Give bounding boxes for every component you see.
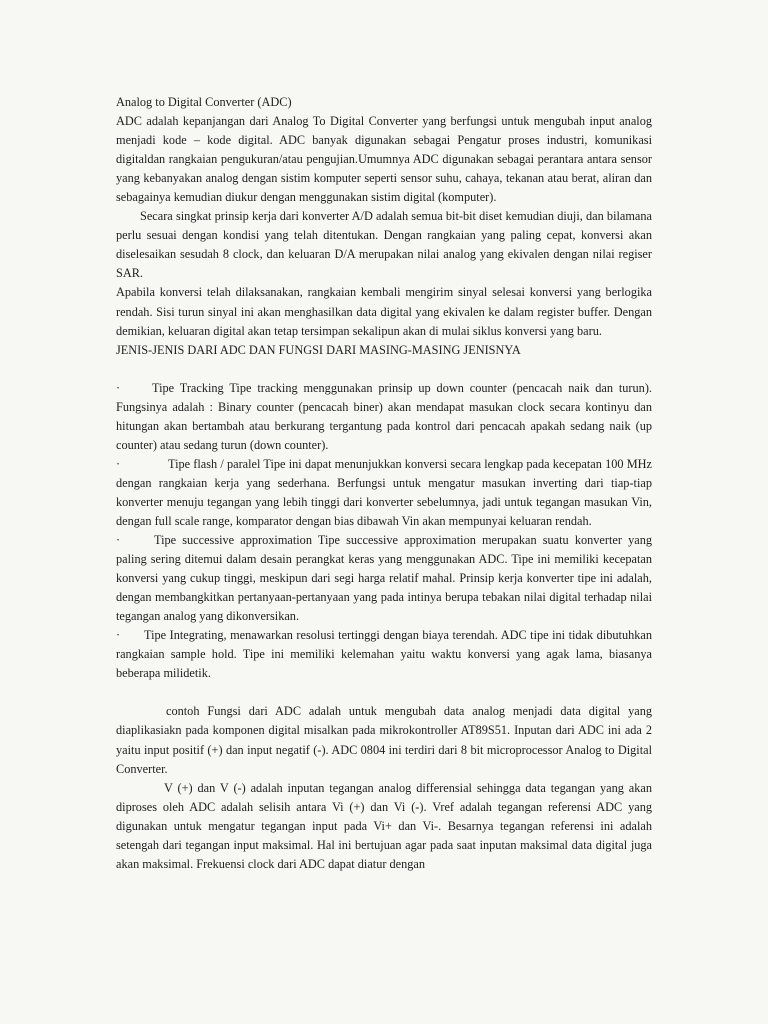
types-heading: JENIS-JENIS DARI ADC DAN FUNGSI DARI MASING-MASING JENISNYA <box>116 342 521 357</box>
bullet-tracking <box>116 379 652 455</box>
paragraph-intro: ADC adalah kepanjangan dari Analog To Digital Converter yang berfungsi untuk mengubah input analog menjadi kode – kode digital. ADC banyak digunakan sebagai Pengatur proses industri, komunikasi digitaldan rangkaian pengukuran/atau pengujian.Umumnya ADC digunakan sebagai perantara antara sensor yang kebanyakan analog dengan sistim komputer seperti sensor suhu, cahaya, tekanan atau berat, aliran dan sebagainya kemudian diukur dengan menggunakan sistim digital (komputer). <box>116 114 652 205</box>
bullet-text: Tipe successive approximation Tipe successive approximation merupakan suatu konverter yang paling sering ditemui dalam desain perangkat keras yang menggunakan ADC. Tipe ini memiliki kecepatan konversi yang cukup tinggi, meskipun dari segi harga relatif mahal. Prinsip kerja konverter tipe ini adalah, dengan membangkitkan pertanyaan-pertanyaan yang pada intinya berupa tebakan nilai digital terhadap nilai tegangan analog yang dikonversikan. <box>116 533 652 624</box>
bullet-successive <box>116 531 652 626</box>
paragraph-example: contoh Fungsi dari ADC adalah untuk mengubah data analog menjadi data digital yang diaplikasiakn pada komponen digital misalkan pada mikrokontroller AT89S51. Inputan dari ADC ini ada 2 yaitu input positif (+) dan input negatif (-). ADC 0804 ini terdiri dari 8 bit microprocessor Analog to Digital Converter. <box>116 704 652 776</box>
bullet-marker: · <box>116 628 121 643</box>
bullet-marker: · <box>116 456 121 471</box>
paragraph-principle: Secara singkat prinsip kerja dari konverter A/D adalah semua bit-bit diset kemudian diuji, dan bilamana perlu sesuai dengan kondisi yang telah ditentukan. Dengan rangkaian yang paling cepat, konversi akan diselesaikan sesudah 8 clock, dan keluaran D/A merupakan nilai analog yang ekivalen dengan nilai regiser SAR. <box>116 209 652 281</box>
paragraph-conversion-done: Apabila konversi telah dilaksanakan, rangkaian kembali mengirim sinyal selesai konversi yang berlogika rendah. Sisi turun sinyal ini akan menghasilkan data digital yang ekivalen ke dalam register buffer. Dengan demikian, keluaran digital akan tetap tersimpan sekalipun akan di mulai siklus konversi yang baru. <box>116 285 652 338</box>
bullet-text: Tipe flash / paralel Tipe ini dapat menunjukkan konversi secara lengkap pada kecepatan 100 MHz dengan rangkaian kerja yang sederhana. Berfungsi untuk mengatur masukan inverting dari tiap-tiap konverter menuju tegangan yang lebih tinggi dari konverter sebelumnya, jadi untuk tegangan masukan Vin, dengan full scale range, komparator dengan bias dibawah Vin akan mempunyai keluaran rendah. <box>116 456 652 528</box>
paragraph-voltage: V (+) dan V (-) adalah inputan tegangan analog differensial sehingga data tegangan yang akan diproses oleh ADC adalah selisih antara Vi (+) dan Vi (-). Vref adalah tegangan referensi ADC yang digunakan untuk mengatur tegangan input pada Vi+ dan Vi-. Besarnya tegangan referensi ini adalah setengah dari tegangan input maksimal. Hal ini bertujuan agar pada saat inputan maksimal data digital juga akan maksimal. Frekuensi clock dari ADC dapat diatur dengan <box>116 780 652 871</box>
blank-line <box>116 360 652 379</box>
blank-line <box>116 683 652 702</box>
bullet-text: Tipe Tracking Tipe tracking menggunakan prinsip up down counter (pencacah naik dan turun). Fungsinya adalah : Binary counter (pencacah biner) akan mendapat masukan clock secara kontinyu dan hitungan akan bertambah atau berkurang tergantung pada kontrol dari pencacah apakah sedang naik (up counter) atau sedang turun (down counter). <box>116 380 652 452</box>
bullet-text: Tipe Integrating, menawarkan resolusi tertinggi dengan biaya terendah. ADC tipe ini tidak dibutuhkan rangkaian sample hold. Tipe ini memiliki kelemahan yaitu waktu konversi yang agak lama, biasanya beberapa milidetik. <box>116 628 652 681</box>
bullet-integrating <box>116 626 652 683</box>
document-body <box>116 93 652 874</box>
bullet-flash <box>116 455 652 531</box>
document-title: Analog to Digital Converter (ADC) <box>116 95 292 109</box>
bullet-marker: · <box>116 380 121 395</box>
bullet-marker: · <box>116 533 121 548</box>
